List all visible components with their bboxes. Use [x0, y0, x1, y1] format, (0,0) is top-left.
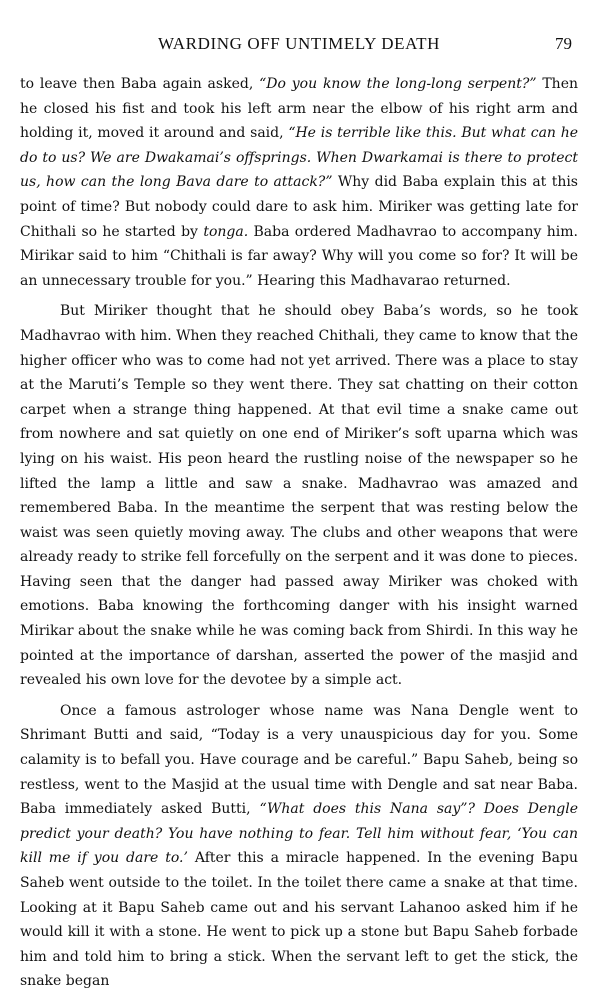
paragraph — [20, 299, 578, 693]
italic-text-run: “Do you know the long-long serpent?” — [259, 76, 537, 92]
text-run: Baba ordered Madhavrao to accompany him. Mirikar said to him “Chithali is far away? Why will you come so for? It will be an unnecessary trouble for you.” Hearing this Madhavarao returned. — [20, 223, 579, 289]
italic-text-run: tonga. — [203, 223, 249, 240]
paragraph — [20, 699, 578, 994]
text-run: Why did Baba explain this at this point of time? But nobody could dare to ask him. Miriker was getting late for Chithali so he started by — [20, 174, 578, 240]
italic-text-run: “What does this Nana say”? Does Dengle predict your death? You have nothing to fear. Tell him without fear, ‘You can kill me if you dare to.’ — [20, 801, 579, 867]
paragraph — [20, 72, 578, 293]
text-run: But Miriker thought that he should obey Baba’s words, so he took Madhavrao with him. When they reached Chithali, they came to know that the higher officer who was to come had not yet arrived. There was a place to stay at the Maruti’s Temple so they went there. They sat chatting on their cotton carpet when a strange thing happened. At that evil time a snake came out from nowhere and sat quietly on one end of Miriker’s soft uparna which was lying on his waist. His peon heard the rustling noise of the newspaper so he lifted the lamp a little and saw a snake. Madhavrao was amazed and remembered Baba. In the meantime the serpent that was resting below the waist was seen quietly moving away. The clubs and other weapons that were already ready to strike fell forcefully on the serpent and it was done to pieces. Having seen that the danger had passed away Miriker was choked with emotions. Baba knowing the forthcoming danger with his insight warned Mirikar about the snake while he was coming back from Shirdi. In this way he pointed at the importance of darshan, asserted the power of the masjid and revealed his own love for the devotee by a simple act. — [20, 303, 578, 689]
text-run: Then he closed his fist and took his left arm near the elbow of his right arm and holding it, moved it around and said, — [20, 76, 578, 142]
body-text — [20, 72, 578, 994]
page-number: 79 — [555, 34, 572, 53]
italic-text-run: “He is terrible like this. But what can he do to us? We are Dwakamai’s offsprings. When Dwarkamai is there to protect us, how can the long Bava dare to attack?” — [20, 125, 578, 191]
page-header — [20, 28, 578, 64]
text-run: After this a miracle happened. In the evening Bapu Saheb went outside to the toilet. In the toilet there came a snake at that time. Looking at it Bapu Saheb came out and his servant Lahanoo asked him if he would kill it with a stone. He went to pick up a stone but Bapu Saheb forbade him and told him to bring a stick. When the servant left to get the stick, the snake began — [20, 850, 578, 990]
text-run: to leave then Baba again asked, — [20, 76, 260, 92]
running-title: WARDING OFF UNTIMELY DEATH — [158, 34, 440, 53]
text-run: Once a famous astrologer whose name was Nana Dengle went to Shrimant Butti and said, “Today is a very unauspicious day for you. Some calamity is to befall you. Have courage and be careful.” Bapu Saheb, being so restless, went to the Masjid at the usual time with Dengle and sat near Baba. Baba immediately asked Butti, — [20, 702, 578, 818]
